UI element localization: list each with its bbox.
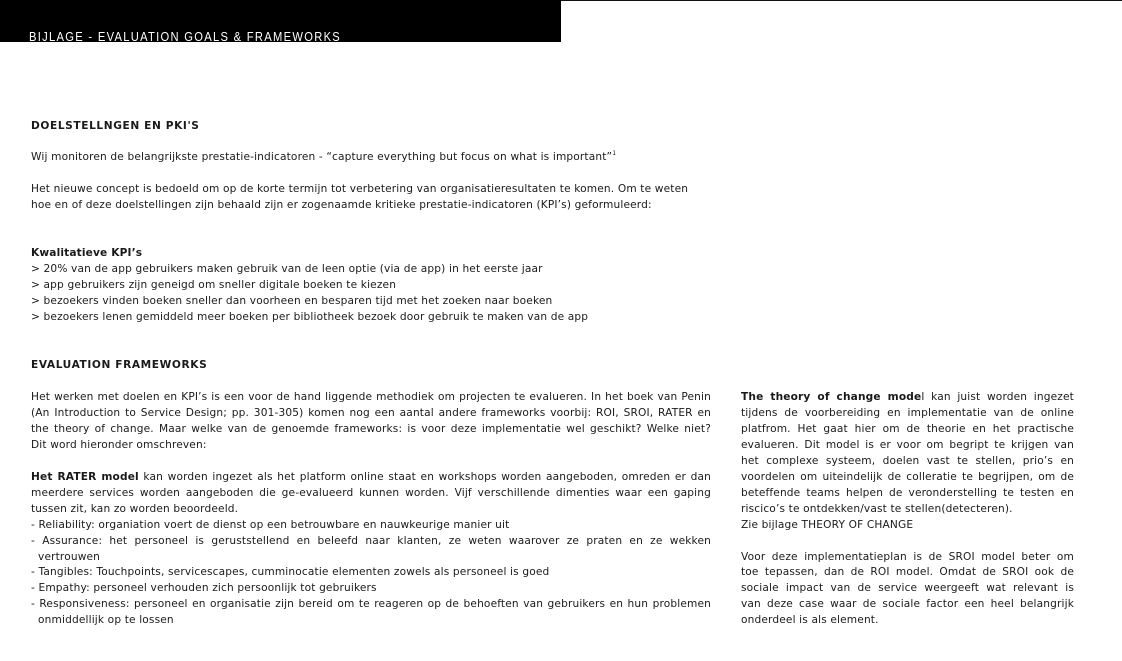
intro-line-1: Het nieuwe concept is bedoeld om op de korte termijn tot verbetering van organisatieresultaten te komen. Om te weten [31,183,689,195]
quote-text: Wij monitoren de belangrijkste prestatie-indicatoren - “capture everything but focus on what is important” [31,151,613,163]
sroi-line: toe tepassen, dan de ROI model. Omdat de SROI ook de [741,566,1074,578]
quote-line [31,149,616,165]
section-heading-frameworks: EVALUATION FRAMEWORKS [31,359,208,371]
rater-item: onmiddellijk op te lossen [31,614,174,626]
toc-line: tijdens de voorbereiding en implementatie van de online [741,407,1074,419]
toc-line: riscico’s te ontdekken/vast te stellen(detecteren). [741,503,1013,515]
toc-line: beteffende teams helpen de veronderstelling te testen en [741,487,1074,499]
section-heading-goals: DOELSTELLNGEN EN PKI'S [31,120,200,132]
toc-rest: l kan juist worden ingezet [921,391,1074,403]
toc-line: evalueren. Dit model is er voor om begript te krijgen van [741,439,1074,451]
rater-item: - Responsiveness: personeel en organisatie zijn bereid om te reageren op de behoeften van gebruikers en hun problemen [31,598,711,610]
rater-item: vertrouwen [31,551,101,563]
rater-intro-line [31,469,711,485]
intro-line-2: hoe en of deze doelstellingen zijn behaald zijn er zogenaamde kritieke prestatie-indicatoren (KPI’s) geformuleerd: [31,199,652,211]
sroi-line: van deze case waar de sociale factor een heel belangrijk [741,598,1074,610]
rater-bold: Het RATER model [31,471,139,483]
toc-line: voordelen om uiteindelijk de colleratie te begrijpen, om de [741,471,1074,483]
kpi-item: > app gebruikers zijn geneigd om sneller digitale boeken te kiezen [31,279,397,291]
sroi-line: sociale impact van de service weergeeft wat relevant is [741,582,1074,594]
kpi-item: > bezoekers lenen gemiddeld meer boeken per bibliotheek bezoek door gebruik te maken van de app [31,311,589,323]
page-title: BIJLAGE - EVALUATION GOALS & FRAMEWORKS [29,29,342,42]
frameworks-para-line: Het werken met doelen en KPI’s is een voor de hand liggende methodiek om projecten te evalueren. In het boek van Penin [31,391,711,403]
rater-item: - Reliability: organiation voert de dienst op een betrouwbare en nauwkeurige manier uit [31,519,510,531]
rater-item: - Assurance: het personeel is geruststellend en beleefd naar klanten, ze weten waarover ze praten en ze wekken [31,535,711,547]
toc-line: platfrom. Het gaat hier om de theorie en het practische [741,423,1074,435]
kpi-item: > 20% van de app gebruikers maken gebruik van de leen optie (via de app) in het eerste jaar [31,263,543,275]
toc-reference: Zie bijlage THEORY OF CHANGE [741,519,914,531]
footnote-mark: 1 [612,150,617,157]
header-bar [0,0,561,42]
frameworks-para-line: Dit word hieronder omschreven: [31,439,207,451]
toc-intro-line [741,389,1074,405]
toc-bold: The theory of change mode [741,391,922,403]
kpi-item: > bezoekers vinden boeken sneller dan voorheen en besparen tijd met het zoeken naar boeken [31,295,553,307]
rater-line: meerdere services worden aangeboden die ge-evalueerd kunnen worden. Vijf verschillende dimenties waar een gaping [31,487,711,499]
sroi-line: Voor deze implementatieplan is de SROI model beter om [741,551,1074,563]
rater-line: tussen zit, kan zo worden beoordeeld. [31,503,239,515]
rater-rest: kan worden ingezet als het platform online staat en workshops worden aangeboden, omreden er dan [138,471,711,483]
toc-line: het complexe systeem, doelen vast te stellen, prio’s en [741,455,1074,467]
rater-item: - Empathy: personeel verhouden zich persoonlijk tot gebruikers [31,582,377,594]
kpi-title: Kwalitatieve KPI’s [31,247,143,259]
sroi-line: onderdeel is als element. [741,614,879,626]
frameworks-para-line: the theory of change. Maar welke van de genoemde frameworks: is voor deze implementatie wel geschikt? Welke niet? [31,423,711,435]
frameworks-para-line: (An Introduction to Service Design; pp. 301-305) komen nog een aantal andere frameworks voorbij: ROI, SROI, RATER en [31,407,711,419]
rater-item: - Tangibles: Touchpoints, servicescapes, cumminocatie elementen zowels als personeel is goed [31,566,550,578]
